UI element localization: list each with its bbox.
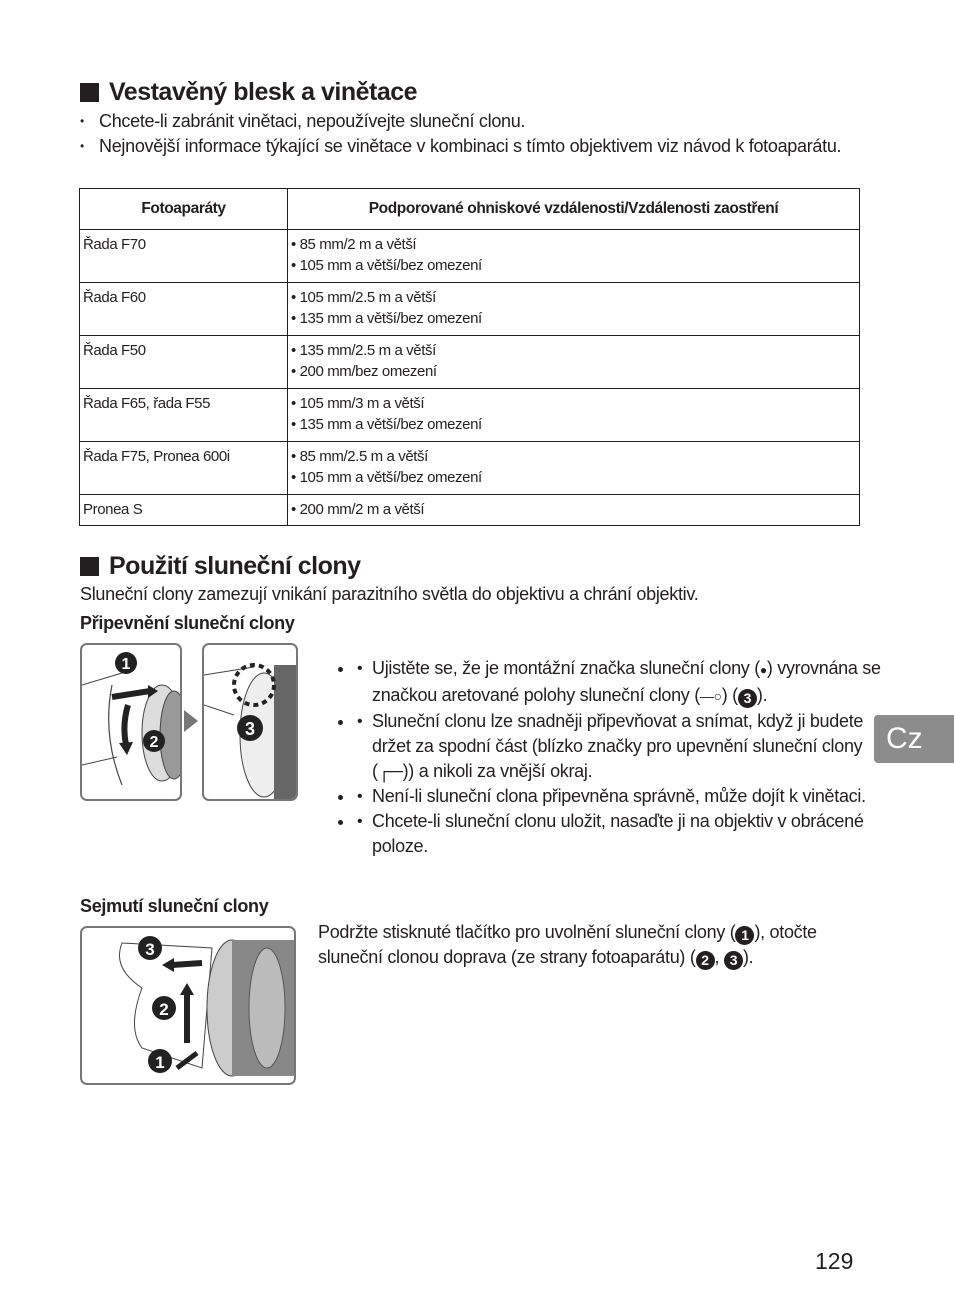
step-1-icon: 1 bbox=[735, 926, 754, 945]
focal-value: • 135 mm a větší/bez omezení bbox=[291, 416, 482, 433]
col-header-focal-lengths: Podporované ohniskové vzdálenosti/Vzdálenosti zaostření bbox=[288, 189, 860, 230]
focal-value: • 135 mm a větší/bez omezení bbox=[291, 310, 482, 327]
focal-value: • 105 mm a větší/bez omezení bbox=[291, 469, 482, 486]
attach-instructions bbox=[315, 656, 900, 859]
focal-value: • 200 mm/2 m a větší bbox=[291, 501, 425, 518]
heading-text: Použití sluneční clony bbox=[109, 552, 361, 580]
page-number: 129 bbox=[815, 1248, 854, 1274]
focal-value: • 85 mm/2 m a větší bbox=[291, 236, 417, 253]
heading-square-icon bbox=[80, 83, 99, 102]
camera-cell: Řada F75, Pronea 600i bbox=[80, 442, 288, 495]
instruction-item: • • Není-li sluneční clona připevněna správně, může dojít k vinětaci. bbox=[355, 784, 900, 809]
attach-hood-subheading: Připevnění sluneční clony bbox=[80, 613, 295, 633]
lens-hood-aligned-illustration bbox=[204, 645, 296, 799]
svg-text:1: 1 bbox=[155, 1053, 165, 1072]
focal-cell bbox=[288, 336, 860, 389]
camera-cell: Řada F60 bbox=[80, 283, 288, 336]
step-3-icon: 3 bbox=[738, 689, 757, 708]
focal-cell bbox=[288, 283, 860, 336]
lock-position-mark-icon: —○ bbox=[699, 688, 722, 704]
remove-instructions: Podržte stisknuté tlačítko pro uvolnění sluneční clony ( 1 ), otočte sluneční clonou doprava (ze strany fotoaparátu) ( 2 , 3 ). bbox=[318, 922, 817, 968]
note-item: • Nejnovější informace týkající se vinětace v kombinaci s tímto objektivem viz návod k fotoaparátu. bbox=[80, 134, 865, 159]
focal-cell bbox=[288, 442, 860, 495]
table-row bbox=[80, 230, 860, 283]
svg-text:3: 3 bbox=[244, 719, 256, 739]
focal-cell bbox=[288, 230, 860, 283]
arrow-right-icon bbox=[184, 710, 198, 732]
note-item: • Chcete-li zabránit vinětaci, nepoužívejte sluneční clonu. bbox=[80, 109, 865, 134]
section-heading-lens-hood bbox=[80, 552, 361, 581]
remove-figure bbox=[80, 926, 296, 1085]
lens-hood-intro: Sluneční clony zamezují vnikání parazitního světla do objektivu a chrání objektiv. bbox=[80, 584, 699, 604]
instruction-item: • • Sluneční clonu lze snadněji připevňovat a snímat, když ji budete držet za spodní část (blízko značky pro upevnění sluneční clony (┌─)) a nikoli za vnější okraj. bbox=[355, 709, 900, 784]
mount-dot-icon: ● bbox=[759, 663, 767, 677]
svg-text:1: 1 bbox=[121, 656, 131, 673]
camera-cell: Řada F65, řada F55 bbox=[80, 389, 288, 442]
table-row bbox=[80, 495, 860, 526]
instruction-item: • • Ujistěte se, že je montážní značka sluneční clony (●) vyrovnána se značkou aretované polohy sluneční clony (—○) ( 3 ). bbox=[355, 656, 900, 709]
step-3-icon: 3 bbox=[724, 951, 743, 970]
camera-compatibility-table bbox=[79, 188, 860, 526]
lens-hood-rotate-illustration bbox=[82, 645, 180, 799]
step-2-icon: 2 bbox=[696, 951, 715, 970]
heading-square-icon bbox=[80, 557, 99, 576]
attach-figure-step3 bbox=[202, 643, 298, 801]
camera-cell: Řada F70 bbox=[80, 230, 288, 283]
table-row bbox=[80, 389, 860, 442]
attach-figure-step1-2 bbox=[80, 643, 182, 801]
hood-attach-mark-icon: ┌─ bbox=[377, 761, 403, 781]
camera-cell: Řada F50 bbox=[80, 336, 288, 389]
camera-cell: Pronea S bbox=[80, 495, 288, 526]
svg-text:3: 3 bbox=[145, 940, 155, 959]
lens-hood-remove-illustration bbox=[82, 928, 294, 1083]
table-row bbox=[80, 283, 860, 336]
remove-hood-subheading: Sejmutí sluneční clony bbox=[80, 896, 269, 916]
svg-text:2: 2 bbox=[159, 1000, 169, 1019]
focal-cell bbox=[288, 389, 860, 442]
focal-value: • 85 mm/2.5 m a větší bbox=[291, 448, 428, 465]
language-tab-cz: Cz bbox=[874, 715, 954, 763]
focal-value: • 200 mm/bez omezení bbox=[291, 363, 437, 380]
heading-text: Vestavěný blesk a vinětace bbox=[109, 78, 418, 106]
focal-value: • 105 mm/3 m a větší bbox=[291, 395, 425, 412]
focal-value: • 105 mm/2.5 m a větší bbox=[291, 289, 436, 306]
svg-text:2: 2 bbox=[149, 734, 159, 751]
focal-value: • 105 mm a větší/bez omezení bbox=[291, 257, 482, 274]
focal-cell bbox=[288, 495, 860, 526]
vignetting-notes bbox=[80, 109, 865, 159]
section-heading-flash-vignetting bbox=[80, 78, 417, 107]
table-row bbox=[80, 442, 860, 495]
col-header-cameras: Fotoaparáty bbox=[80, 189, 288, 230]
table-row bbox=[80, 336, 860, 389]
focal-value: • 135 mm/2.5 m a větší bbox=[291, 342, 436, 359]
instruction-item: • • Chcete-li sluneční clonu uložit, nasaďte ji na objektiv v obrácené poloze. bbox=[355, 809, 900, 859]
